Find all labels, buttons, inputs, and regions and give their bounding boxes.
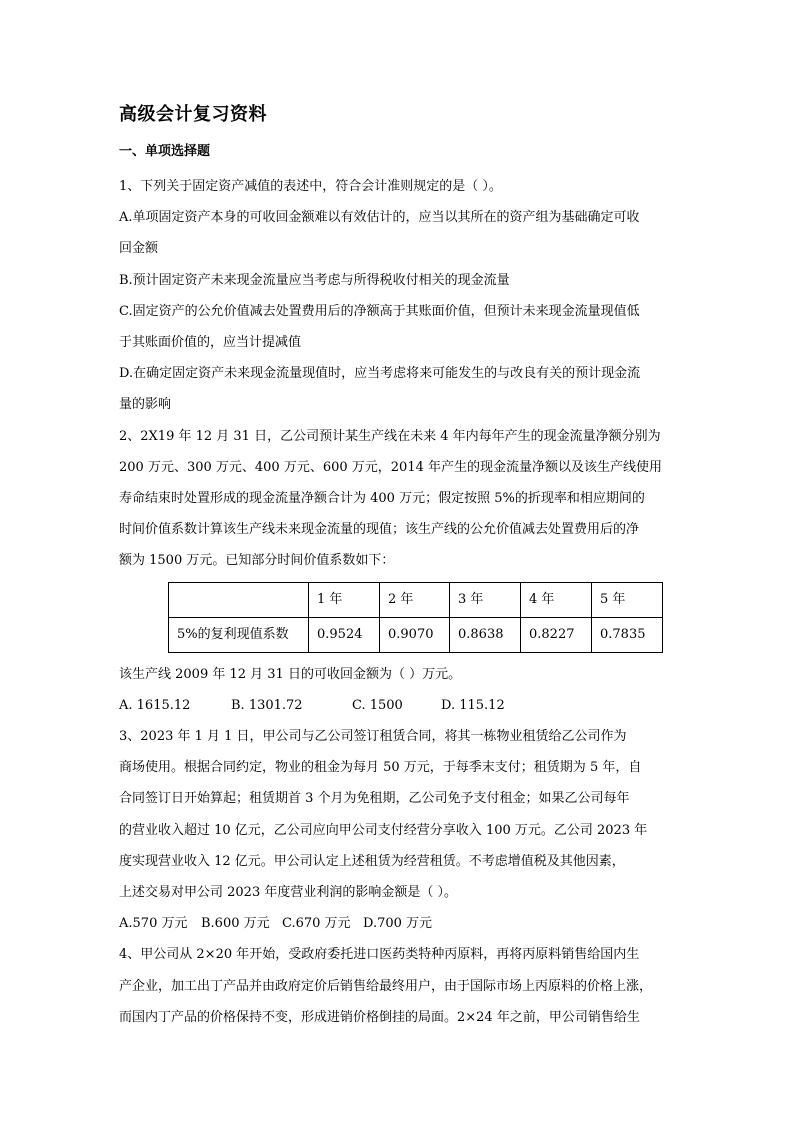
q3-line: 的营业收入超过 10 亿元，乙公司应向甲公司支付经营分享收入 100 万元。乙公司 2023 年 (119, 822, 648, 838)
q1-option-c-line2: 于其账面价值的，应当计提减值 (119, 335, 302, 351)
table-cell: 0.8227 (521, 617, 592, 652)
q3-line: 3、2023 年 1 月 1 日，甲公司与乙公司签订租赁合同，将其一栋物业租赁给乙公司作为 (119, 729, 627, 745)
table-row-label: 5%的复利现值系数 (169, 617, 309, 652)
q3-line: 上述交易对甲公司 2023 年度营业利润的影响金额是（ ）。 (119, 885, 457, 901)
q2-options (119, 690, 686, 721)
table-header-cell: 1 年 (309, 582, 380, 617)
document-title: 高级会计复习资料 (119, 104, 267, 125)
table-cell: 0.9070 (380, 617, 450, 652)
q1-option-d-line2: 量的影响 (119, 397, 172, 413)
q3-line: 度实现营业收入 12 亿元。甲公司认定上述租赁为经营租赁。不考虑增值税及其他因素， (119, 853, 625, 869)
q1-stem: 1、下列关于固定资产减值的表述中，符合会计准则规定的是（ ）。 (119, 179, 502, 194)
q3-option-c: C.670 万元 (282, 916, 351, 932)
table-header-cell: 2 年 (380, 582, 450, 617)
q3-line: 合同签订日开始算起；租赁期首 3 个月为免租期，乙公司免予支付租金；如果乙公司每年 (119, 791, 630, 807)
q2-question: 该生产线 2009 年 12 月 31 日的可收回金额为（ ）万元。 (119, 666, 462, 682)
table-header-cell (169, 582, 309, 617)
table-cell: 0.9524 (309, 617, 380, 652)
q2-line: 寿命结束时处置形成的现金流量净额合计为 400 万元；假定按照 5%的折现率和相应期间的 (119, 491, 645, 507)
document-body (119, 171, 686, 1033)
section-heading: 一、单项选择题 (119, 144, 211, 159)
q4-line: 产企业，加工出丁产品并由政府定价后销售给最终用户，由于国际市场上丙原料的价格上涨， (119, 978, 653, 994)
q2-option-d: D. 115.12 (441, 697, 505, 713)
table-header-cell: 5 年 (592, 582, 663, 617)
q4-line: 而国内丁产品的价格保持不变，形成进销价格倒挂的局面。2×24 年之前，甲公司销售给生 (119, 1009, 640, 1025)
q2-option-c: C. 1500 (352, 697, 403, 713)
q2-option-b: B. 1301.72 (231, 697, 303, 713)
q2-line: 额为 1500 万元。已知部分时间价值系数如下： (119, 553, 395, 569)
table-header-cell: 4 年 (521, 582, 592, 617)
q3-options (119, 908, 686, 939)
q1-option-a-line2: 回金额 (119, 241, 159, 257)
q1-option-c-line1: C.固定资产的公允价值减去处置费用后的净额高于其账面价值，但预计未来现金流量现值低 (119, 303, 640, 319)
q3-line: 商场使用。根据合同约定，物业的租金为每月 50 万元，于每季末支付；租赁期为 5 年，自 (119, 760, 642, 776)
q3-option-d: D.700 万元 (363, 916, 433, 932)
q1-option-a-line1: A.单项固定资产本身的可收回金额难以有效估计的，应当以其所在的资产组为基础确定可收 (119, 210, 640, 226)
q1-option-d-line1: D.在确定固定资产未来现金流量现值时，应当考虑将来可能发生的与改良有关的预计现金流 (119, 366, 641, 382)
q3-option-b: B.600 万元 (201, 916, 270, 932)
q2-line: 200 万元、300 万元、400 万元、600 万元，2014 年产生的现金流量净额以及该生产线使用 (119, 459, 662, 475)
table-cell: 0.7835 (592, 617, 663, 652)
table-header-row (169, 582, 663, 617)
q2-option-a: A. 1615.12 (119, 697, 191, 713)
table-row (169, 617, 663, 652)
table-cell: 0.8638 (450, 617, 521, 652)
q3-option-a: A.570 万元 (119, 916, 188, 932)
q4-line: 4、甲公司从 2×20 年开始，受政府委托进口医药类特种丙原料，再将丙原料销售给国内生 (119, 947, 640, 963)
present-value-table (168, 582, 663, 653)
q2-line: 时间价值系数计算该生产线未来现金流量的现值；该生产线的公允价值减去处置费用后的净 (119, 522, 640, 538)
q2-line: 2、2X19 年 12 月 31 日，乙公司预计某生产线在未来 4 年内每年产生的现金流量净额分别为 (119, 428, 661, 444)
table-header-cell: 3 年 (450, 582, 521, 617)
q1-option-b: B.预计固定资产未来现金流量应当考虑与所得税收付相关的现金流量 (119, 272, 510, 288)
